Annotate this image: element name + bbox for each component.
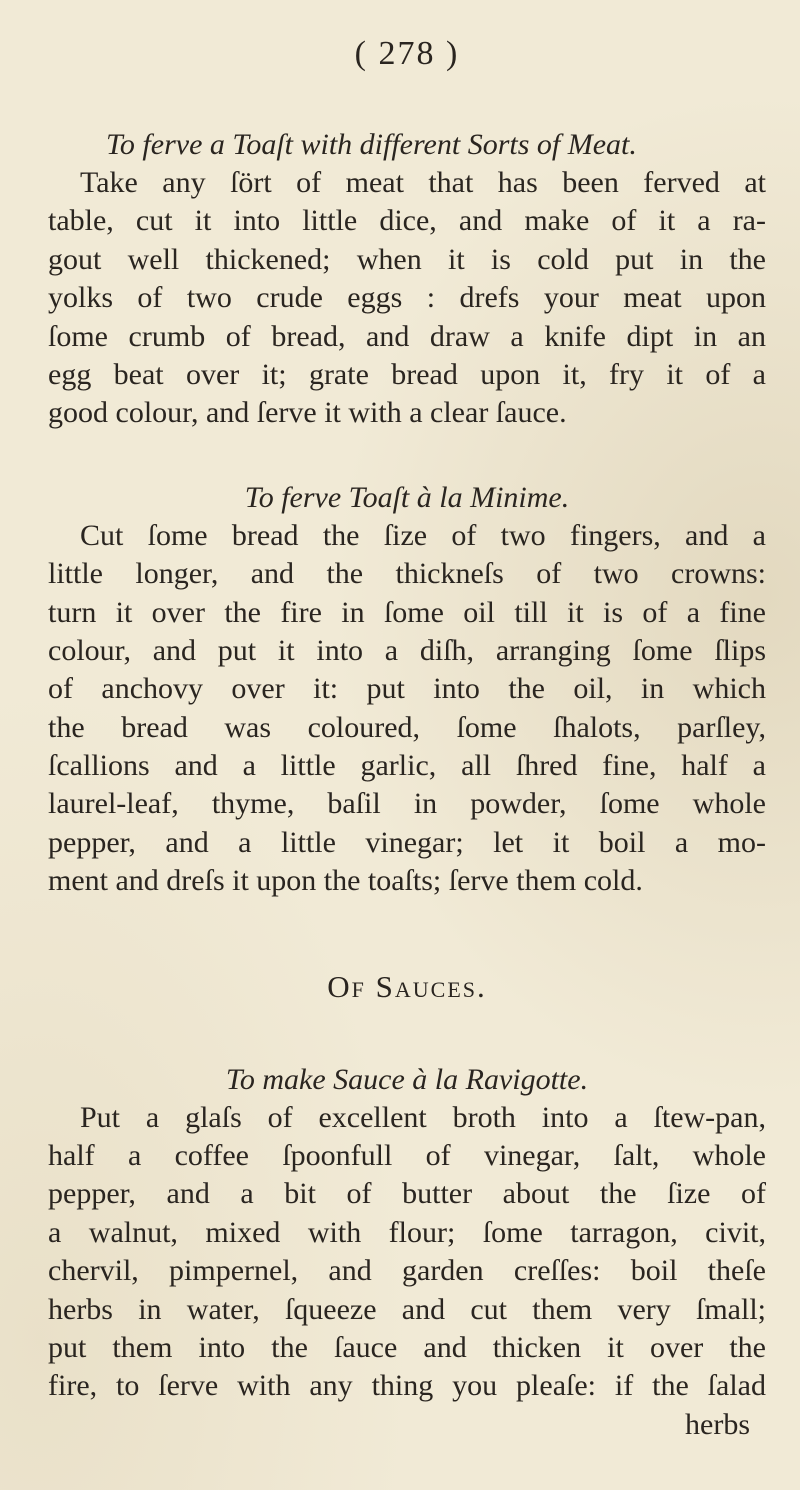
text-line: ſome crumb of bread, and draw a knife dipt in an	[48, 319, 766, 353]
text-line: pepper, and a bit of butter about the ſize of	[48, 1177, 766, 1211]
recipe-toast-with-meat	[48, 126, 766, 433]
text-line: half a coffee ſpoonfull of vinegar, ſalt, whole	[48, 1139, 766, 1173]
text-line: egg beat over it; grate bread upon it, fry it of a	[48, 357, 766, 391]
text-line: gout well thickened; when it is cold put in the	[48, 242, 766, 276]
text-line: the bread was coloured, ſome ſhalots, parſley,	[48, 710, 766, 744]
recipe-title: To ferve Toaſt à la Minime.	[244, 480, 570, 514]
text-line: ment and dreſs it upon the toaſts; ſerve them cold.	[48, 864, 643, 898]
text-line: yolks of two crude eggs : drefs your meat upon	[48, 281, 766, 315]
text-line: Cut ſome bread the ſize of two fingers, and a	[80, 518, 766, 552]
text-line: laurel-leaf, thyme, baſil in powder, ſome whole	[48, 787, 766, 821]
page-number: ( 278 )	[354, 35, 460, 72]
recipe-title: To ferve a Toaſt with different Sorts of Meat.	[106, 128, 637, 161]
text-line: of anchovy over it: put into the oil, in which	[48, 672, 766, 706]
text-line: put them into the ſauce and thicken it over the	[48, 1330, 766, 1364]
recipe-sauce-ravigotte	[48, 1061, 766, 1445]
text-line: good colour, and ſerve it with a clear ſauce.	[48, 396, 567, 430]
text-line: a walnut, mixed with flour; ſome tarragon, civit,	[48, 1215, 766, 1249]
text-line: turn it over the fire in ſome oil till it is of a fine	[48, 595, 766, 629]
text-line: ſcallions and a little garlic, all ſhred fine, half a	[48, 749, 766, 783]
text-line: table, cut it into little dice, and make of it a ra-	[48, 204, 766, 238]
section-title: Of Sauces.	[327, 968, 487, 1004]
text-line: herbs in water, ſqueeze and cut them very ſmall;	[48, 1292, 766, 1326]
text-line: colour, and put it into a diſh, arranging ſome ſlips	[48, 633, 766, 667]
page-text	[48, 34, 766, 1444]
text-line: Put a glaſs of excellent broth into a ſtew-pan,	[80, 1100, 766, 1134]
text-line: fire, to ſerve with any thing you pleaſe: if the ſalad	[48, 1369, 766, 1403]
text-line: chervil, pimpernel, and garden creſſes: boil theſe	[48, 1254, 766, 1288]
recipe-toast-a-la-minime	[48, 479, 766, 901]
catchword: herbs	[685, 1407, 750, 1441]
text-line: pepper, and a little vinegar; let it boil a mo-	[48, 825, 766, 859]
recipe-title: To make Sauce à la Ravigotte.	[225, 1062, 589, 1096]
text-line: little longer, and the thickneſs of two crowns:	[48, 557, 766, 591]
text-line: Take any ſört of meat that has been ferved at	[80, 166, 766, 199]
